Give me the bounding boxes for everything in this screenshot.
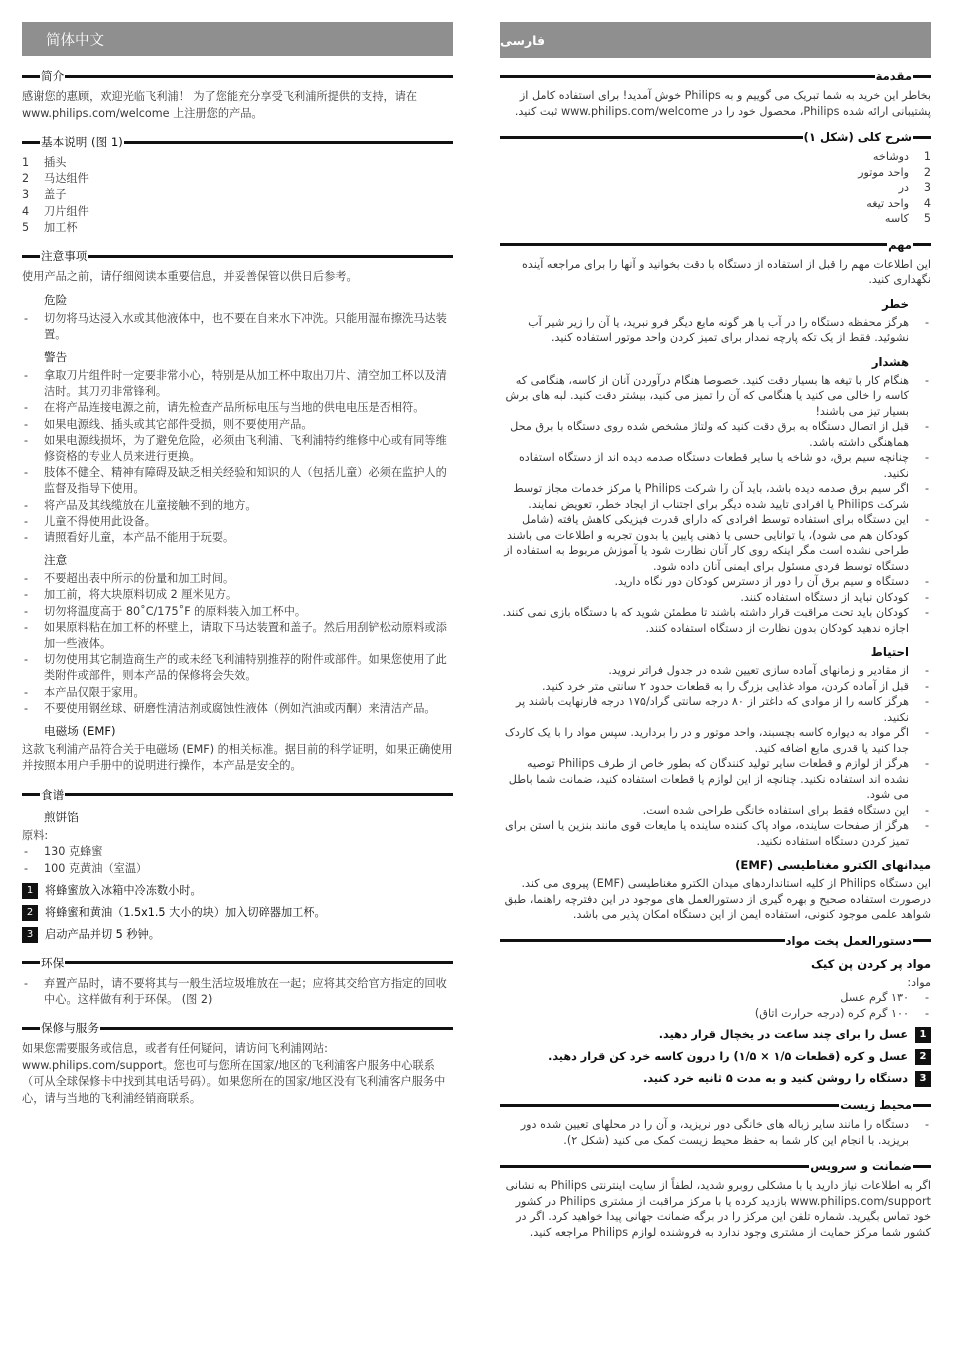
list-item: - 切勿使用其它制造商生产的或未经飞利浦特别推荐的附件或部件。如果您使用了此类附件或部件，则本产品的保修将会失效。 [22, 652, 453, 684]
language-header: 简体中文 [22, 22, 453, 56]
list-item: - هنگام کار با تیغه ها بسیار دقت کنید. خصوصا هنگام درآوردن آنان از کاسه، هنگامی که کاسه را خالی می کنید یا هنگامی که آن را تمیز می کنید، بیشتر دقت کنید. لبه های برش بسیار تیز می باشند! [500, 373, 931, 420]
recipe-step: 2 将蜂蜜和黄油（1.5x1.5 大小的块）加入切碎器加工杯。 [22, 905, 453, 921]
list-item: - 如果电源线、插头或其它部件受损，则不要使用产品。 [22, 417, 453, 433]
warning-title: هشدار [871, 354, 909, 369]
section-heading-service: ضمانت و سرویس [500, 1159, 931, 1173]
list-item: - 130 克蜂蜜 [22, 844, 453, 860]
list-item: - هرگز محفظه دستگاه را در آب یا هر گونه مایع دیگر فرو نبرید، یا آن را زیر شیر آب نشوئید. فقط از یک تکه پارچه نمدار برای تمیز کردن واحد موتور استفاده کنید. [500, 315, 931, 346]
service-text: اگر به اطلاعات نیاز دارید یا با مشکلی روبرو شدید، لطفاً از سایت اینترنتی Philips به نشانی www.philips.com/support بازدید کرده یا با مرکز مراقبت از مشتری Philips در کشور خود تماس بگیرید. شماره تلفن این مرکز را در برگه ضمانت جهانی پیدا خواهید کرد. اگر در کشور شما مرکز حمایت از مشتری وجود ندارد به فروشنده لوازم Philips مراجعه کنید. [505, 1179, 931, 1239]
service-text: 如果您需要服务或信息，或者有任何疑问，请访问飞利浦网站: www.philips.com/support。您也可与您所在国家/地区的飞利浦客户服务中心联系（可从全球保修卡中找到其电话号码）。如果您所在的国家/地区没有飞利浦客户服务中心，请与当地的飞利浦经销商联系。 [22, 1042, 446, 1105]
list-item: - ۱۳۰ گرم عسل [500, 990, 931, 1006]
list-item: - 切勿将温度高于 80˚C/175˚F 的原料装入加工杯中。 [22, 604, 453, 620]
warning-list [22, 368, 453, 546]
warning-title: 警告 [44, 349, 68, 364]
list-item: - دستگاه را مانند سایر زباله های خانگی دور نریزید، و آن را در محلهای تعیین شده دور بریزید. با انجام این کار شما به حفظ محیط زیست کمک می کنید (شکل ۲). [500, 1117, 931, 1148]
list-item: - 不要使用钢丝球、研磨性清洁剂或腐蚀性液体（例如汽油或丙酮）来清洁产品。 [22, 701, 453, 717]
list-item: 3 در [898, 181, 931, 194]
list-item: - کودکان نباید از دستگاه استفاده کنند. [500, 590, 931, 606]
list-item: - 在将产品连接电源之前，请先检查产品所标电压与当地的供电电压是否相符。 [22, 400, 453, 416]
step-number: 1 [22, 883, 38, 899]
caution-list [22, 571, 453, 717]
list-item: - 切勿将马达浸入水或其他液体中，也不要在自来水下冲洗。只能用湿布擦洗马达装置。 [22, 311, 453, 343]
list-item: - 儿童不得使用此设备。 [22, 514, 453, 530]
section-heading-important: 注意事项 [22, 248, 453, 264]
list-item: 5 کاسه [884, 212, 931, 225]
list-item: - هرگز از لوازم و قطعات سایر تولید کنندگان که بطور خاص از طرف Philips توصیه نشده اند استفاده نکنید. چنانچه از این لوازم یا قطعات استفاده کنید، ضمانت شما باطل می شود. [500, 756, 931, 803]
section-heading-service: 保修与服务 [22, 1020, 453, 1036]
list-item: - دستگاه و سیم برق آن را دور از دسترس کودکان دور نگاه دارید. [500, 574, 931, 590]
list-item: - اگر سیم برق صدمه دیده باشد، باید آن را شرکت Philips یا مرکز خدمات مجاز توسط شرکت Philips یا افرادی تایید شده دیگر برای اجتناب از ایجاد خطر، تعویض نمایند. [500, 481, 931, 512]
section-heading-important: مهم [500, 238, 931, 252]
important-text: این اطلاعات مهم را قبل از استفاده از دستگاه با دقت بخوانید و آنها را برای مراجعه آینده نگهداری کنید. [522, 257, 931, 286]
warning-list [500, 373, 931, 637]
ingredients-label: 原料: [22, 828, 49, 842]
danger-title: 危险 [44, 292, 68, 307]
danger-list [500, 315, 931, 346]
list-item: - 加工前，将大块原料切成 2 厘米见方。 [22, 587, 453, 603]
list-item: - اگر مواد به دیواره کاسه بچسبند، واحد موتور و در را بردارید. سپس مواد را با یک کاردک جدا کنید یا قدری مایع اضافه کنید. [500, 725, 931, 756]
list-item: - 将产品及其线缆放在儿童接触不到的地方。 [22, 498, 453, 514]
list-item: - این دستگاه برای استفاده توسط افرادی که دارای قدرت فیزیکی کاهش یافته (شامل کودکان هم می شود)، یا توانایی حسی یا ذهنی پایین یا بدون تجربه و اطلاعات می باشند طراحی نشده است مگر اینکه روی کار آنان نظارت شود یا آموزش مربوط به استفاده از دستگاه توسط فردی مسئول برای ایمنی آنان داده شود. [500, 512, 931, 574]
recipe-name: مواد پر کردن پن کیک [810, 956, 931, 971]
parts-list [22, 155, 453, 236]
recipe-step: 3 启动产品并切 5 秒钟。 [22, 927, 453, 943]
intro-text: بخاطر این خرید به شما تبریک می گوییم و به Philips خوش آمدید! برای استفاده کامل از پشتیبانی ارائه شده Philips، محصول خود را در www.philips.com/welcome ثبت کنید. [514, 89, 931, 118]
caution-title: احتیاط [870, 645, 909, 659]
parts-list [500, 149, 931, 227]
environment-list [22, 976, 453, 1008]
recipe-step: 2 عسل و کره (قطعات ۱/۵ × ۱/۵) را درون کاسه خرد کن قرار دهید. [500, 1049, 931, 1065]
ingredients-list [500, 990, 931, 1021]
list-item: - 不要超出表中所示的份量和加工时间。 [22, 571, 453, 587]
section-heading-recipe: دستورالعمل پخت مواد [500, 934, 931, 948]
list-item: 2 马达组件 [22, 172, 89, 186]
step-number: 1 [915, 1027, 931, 1043]
recipe-name: 煎饼馅 [44, 809, 79, 824]
list-item: - 拿取刀片组件时一定要非常小心，特别是从加工杯中取出刀片、清空加工杯以及清洁时。其刀刃非常锋利。 [22, 368, 453, 400]
section-heading-intro: 简介 [22, 68, 453, 84]
ingredients-list [22, 844, 453, 876]
list-item: - 弃置产品时，请不要将其与一般生活垃圾堆放在一起；应将其交给官方指定的回收中心。这样做有利于环保。 (图 2) [22, 976, 453, 1008]
step-number: 2 [22, 905, 38, 921]
list-item: - قبل از آماده کردن، مواد غذایی بزرگ را به قطعات حدود ۲ سانتی متر خرد کنید. [500, 679, 931, 695]
list-item: - 请照看好儿童，本产品不能用于玩耍。 [22, 530, 453, 546]
important-text: 使用产品之前，请仔细阅读本重要信息，并妥善保管以供日后参考。 [22, 270, 358, 284]
section-heading-environment: محیط زیست [500, 1098, 931, 1112]
recipe-step: 1 عسل را برای چند ساعت در یخچال قرار دهید. [500, 1027, 931, 1043]
list-item: 1 دوشاخه [872, 150, 931, 163]
emf-text: 这款飞利浦产品符合关于电磁场 (EMF) 的相关标准。据目前的科学证明，如果正确使用并按照本用户手册中的说明进行操作，本产品是安全的。 [22, 742, 453, 773]
list-item: 4 واحد تیغه [866, 196, 931, 210]
emf-title: 电磁场 (EMF) [44, 723, 116, 738]
list-item: 4 刀片组件 [22, 204, 89, 218]
danger-list [22, 311, 453, 343]
persian-column [500, 22, 931, 1245]
chinese-column [22, 22, 453, 1112]
list-item: - هرگز از صفحات ساینده، مواد پاک کننده ساینده یا مایعات قوی مانند بنزین یا استن برای تمیز کردن دستگاه استفاده نکنید. [500, 818, 931, 849]
emf-text: این دستگاه Philips از کلیه استانداردهای میدان الکترو مغناطیسی (EMF) پیروی می کند. درصورت استفاده صحیح و بهره گیری از دستورالعمل های موجود در این دفترچه راهنما، طبق شواهد علمی موجود کنونی، استفاده ایمن از این دستگاه امکان پذیر می باشد. [504, 877, 931, 921]
list-item: - کودکان باید تحت مراقبت قرار داشته باشند تا مطمئن شوید که با دستگاه بازی نمی کنند. اجازه ندهید کودکان بدون نظارت از دستگاه استفاده کنند. [500, 605, 931, 636]
list-item: - 如果原料粘在加工杯的杯壁上，请取下马达装置和盖子。然后用刮铲松动原料或添加一些液体。 [22, 620, 453, 652]
list-item: - 100 克黄油（室温） [22, 861, 453, 877]
step-number: 2 [915, 1049, 931, 1065]
language-header: فارسی [500, 22, 931, 58]
list-item: - از مقادیر و زمانهای آماده سازی تعیین شده در جدول فراتر نروید. [500, 663, 931, 679]
section-heading-environment: 环保 [22, 955, 453, 971]
intro-text: 感谢您的惠顾，欢迎光临飞利浦！ 为了您能充分享受飞利浦所提供的支持，请在 www.philips.com/welcome 上注册您的产品。 [22, 90, 418, 120]
list-item: 1 插头 [22, 156, 67, 169]
environment-list [500, 1117, 931, 1148]
section-heading-recipe: 食谱 [22, 787, 453, 803]
list-item: - 肢体不健全、精神有障碍及缺乏相关经验和知识的人（包括儿童）必须在监护人的监督及指导下使用。 [22, 465, 453, 497]
list-item: - این دستگاه فقط برای استفاده خانگی طراحی شده است. [500, 803, 931, 819]
list-item: - 如果电源线损坏，为了避免危险，必须由飞利浦、飞利浦特约维修中心或有同等维修资格的专业人员来进行更换。 [22, 433, 453, 465]
list-item: - چنانچه سیم برق، دو شاخه یا سایر قطعات دستگاه صدمه دیده اند از دستگاه استفاده نکنید. [500, 450, 931, 481]
list-item: - ۱۰۰ گرم کره (درجه حرارت اتاق) [500, 1006, 931, 1022]
step-number: 3 [22, 927, 38, 943]
caution-list [500, 663, 931, 849]
section-heading-intro: مقدمة [500, 69, 931, 83]
list-item: - 本产品仅限于家用。 [22, 685, 453, 701]
ingredients-label: مواد: [907, 975, 931, 989]
recipe-step: 1 将蜂蜜放入冰箱中冷冻数小时。 [22, 883, 453, 899]
danger-title: خطر [882, 296, 909, 311]
emf-title: میدانهای الکترو مغناطیسی (EMF) [735, 858, 931, 872]
recipe-step: 3 دستگاه را روشن کنید و به مدت ۵ ثانیه خرد کنید. [500, 1071, 931, 1087]
list-item: 2 واحد موتور [858, 165, 931, 179]
caution-title: 注意 [44, 553, 68, 568]
section-heading-overview: 基本说明 (图 1) [22, 134, 453, 150]
section-heading-overview: شرح کلی (شکل ۱) [500, 130, 931, 144]
list-item: 5 加工杯 [22, 220, 78, 234]
list-item: - قبل از اتصال دستگاه به برق دقت کنید که ولتاژ مشخص شده روی دستگاه با برق محل هماهنگی داشته باشد. [500, 419, 931, 450]
step-number: 3 [915, 1071, 931, 1087]
list-item: 3 盖子 [22, 188, 67, 202]
list-item: - هرگز کاسه را از موادی که داغتر از ۸۰ درجه سانتی گراد/۱۷۵ درجه فارنهایت باشند پر نکنید. [500, 694, 931, 725]
